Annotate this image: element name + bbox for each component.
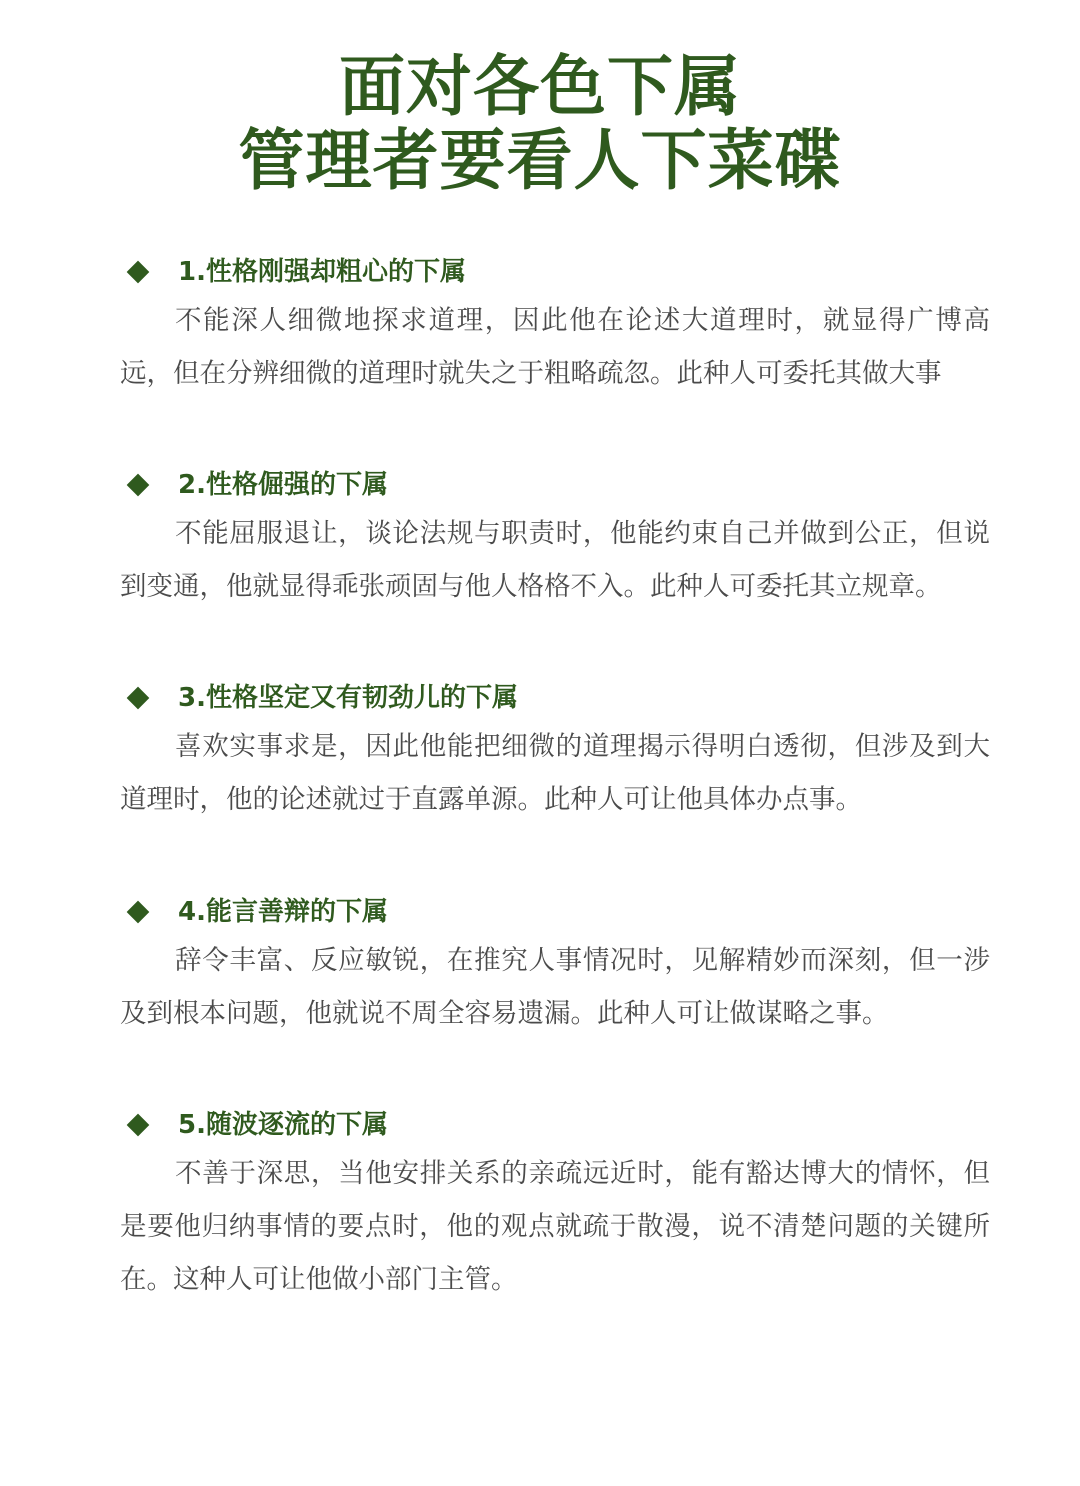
section-heading-text: 1.性格刚强却粗心的下属 <box>178 257 466 287</box>
diamond-icon <box>127 901 150 924</box>
section-heading-text: 4.能言善辩的下属 <box>178 897 388 927</box>
section-body: 辞令丰富、反应敏锐，在推究人事情况时，见解精妙而深刻，但一涉及到根本问题，他就说不周全容易遗漏。此种人可让做谋略之事。 <box>120 945 990 1029</box>
section-heading <box>126 252 466 292</box>
section-body: 喜欢实事求是，因此他能把细微的道理揭示得明白透彻，但涉及到大道理时，他的论述就过于直露单源。此种人可让他具体办点事。 <box>120 731 990 815</box>
section-body: 不能深人细微地探求道理，因此他在论述大道理时，就显得广博高远，但在分辨细微的道理时就失之于粗略疏忽。此种人可委托其做大事 <box>120 305 990 389</box>
section-body: 不善于深思，当他安排关系的亲疏远近时，能有豁达博大的情怀，但是要他归纳事情的要点时，他的观点就疏于散漫，说不清楚问题的关键所在。这种人可让他做小部门主管。 <box>120 1158 990 1295</box>
title-line-2: 管理者要看人下菜碟 <box>238 122 842 199</box>
section-heading-text: 3.性格坚定又有韧劲儿的下属 <box>178 683 518 713</box>
section-heading <box>126 892 388 932</box>
section-heading <box>126 678 518 718</box>
diamond-icon <box>127 474 150 497</box>
section-heading <box>126 1105 388 1145</box>
title-line-1: 面对各色下属 <box>339 48 741 125</box>
diamond-icon <box>127 1114 150 1137</box>
page-title <box>0 50 1080 198</box>
section-heading <box>126 465 388 505</box>
section-heading-text: 2.性格倔强的下属 <box>178 470 388 500</box>
diamond-icon <box>127 687 150 710</box>
diamond-icon <box>127 261 150 284</box>
section-heading-text: 5.随波逐流的下属 <box>178 1110 388 1140</box>
section-body: 不能屈服退让，谈论法规与职责时，他能约束自己并做到公正，但说到变通，他就显得乖张顽固与他人格格不入。此种人可委托其立规章。 <box>120 518 990 602</box>
